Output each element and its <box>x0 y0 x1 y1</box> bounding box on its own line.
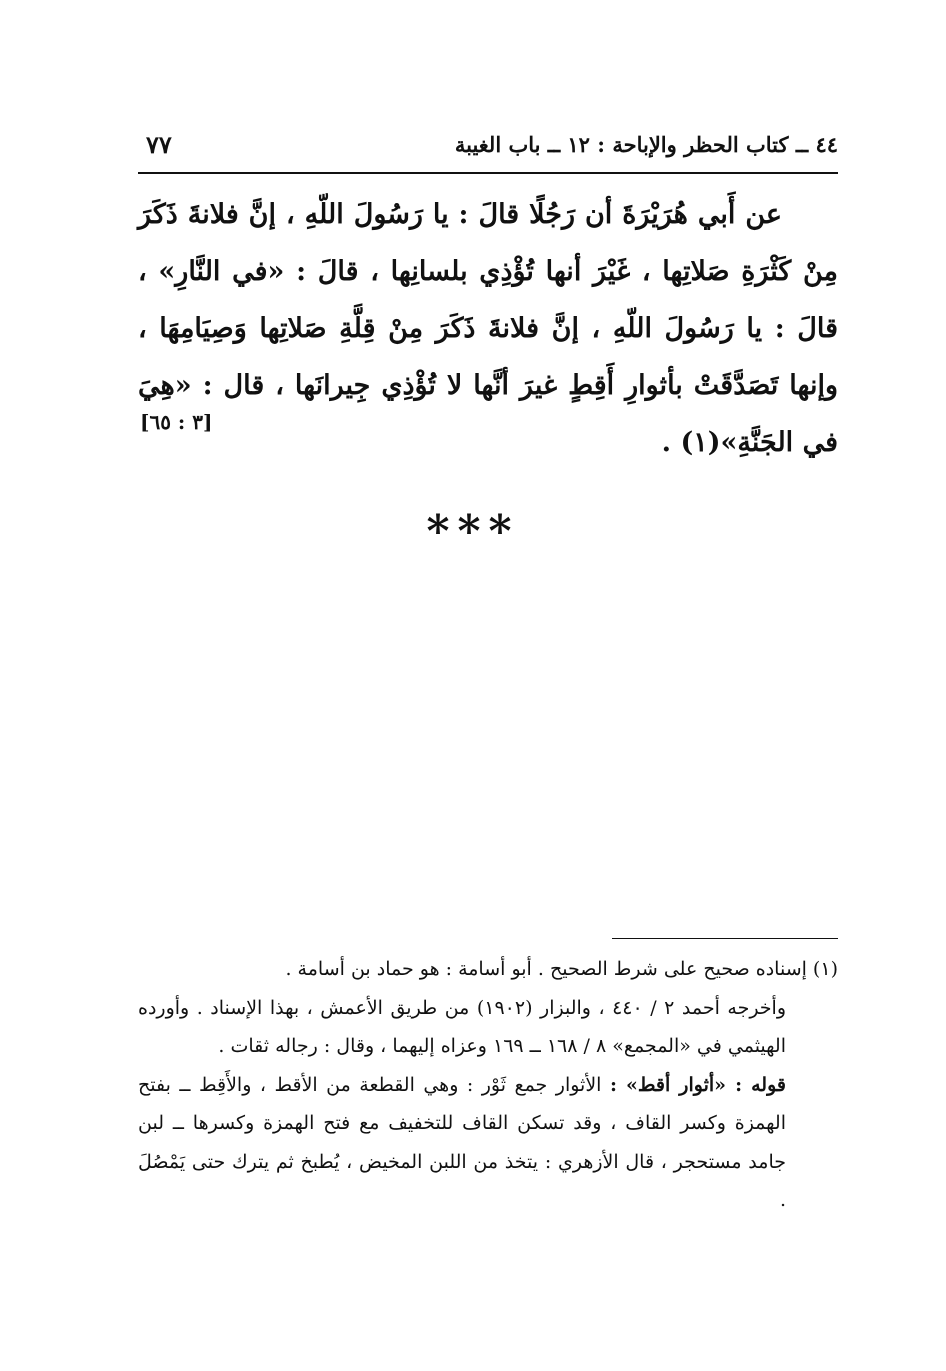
footnotes <box>138 950 838 1220</box>
hadith-text <box>138 186 838 471</box>
footnote-1: (١) إسناده صحيح على شرط الصحيح . أبو أسامة : هو حماد بن أسامة . <box>285 958 838 980</box>
footnote-gloss <box>138 1066 838 1220</box>
hadith-reference: [٣ : ٦٥] <box>140 410 213 434</box>
gloss-label: قوله : «أثوار أقط» : <box>609 1073 786 1096</box>
page-number: ٧٧ <box>146 130 172 159</box>
gloss-text: الأثوار جمع ثَوْر : وهي القطعة من الأقط ، والأَقِط ــ بفتح الهمزة وكسر القاف ، وقد تسكن القاف للتخفيف مع فتح الهمزة وكسرها ــ لبن جامد مستحجر ، قال الأزهري : يتخذ من اللبن المخيض ، يُطبخ ثم يترك حتى يَمْصُلَ . <box>138 1073 786 1211</box>
footnote-sources: وأخرجه أحمد ٢ / ٤٤٠ ، والبزار (١٩٠٢) من طريق الأعمش ، بهذا الإسناد . وأورده الهيثمي في «المجمع» ٨ / ١٦٨ ــ ١٦٩ وعزاه إليهما ، وقال : رجاله ثقات . <box>138 996 786 1057</box>
chapter-title: ٤٤ ــ كتاب الحظر والإباحة : ١٢ ــ باب الغيبة <box>454 132 838 157</box>
hadith-paragraph: عن أَبي هُرَيْرَةَ أن رَجُلًا قالَ : يا رَسُولَ اللّهِ ، إنَّ فلانةَ ذَكَرَ مِنْ كَثْرَةِ صَلاتِها ، غَيْرَ أنها تُؤْذِي بلسانِها ، قالَ : «في النَّارِ» ، قالَ : يا رَسُولَ اللّهِ ، إنَّ فلانةَ ذَكَرَ مِنْ قِلَّةِ صَلاتِها وَصِيَامِهَا ، وإنها تَصَدَّقَتْ بأثوارِ أَقِطٍ غيرَ أنَّها لا تُؤْذِي جِيرانَها ، قال : «هِيَ في الجَنَّةِ»(١) . <box>138 199 838 458</box>
footnote-divider <box>612 938 838 939</box>
running-header <box>138 128 838 168</box>
header-divider <box>138 172 838 174</box>
section-separator: *** <box>426 506 520 557</box>
